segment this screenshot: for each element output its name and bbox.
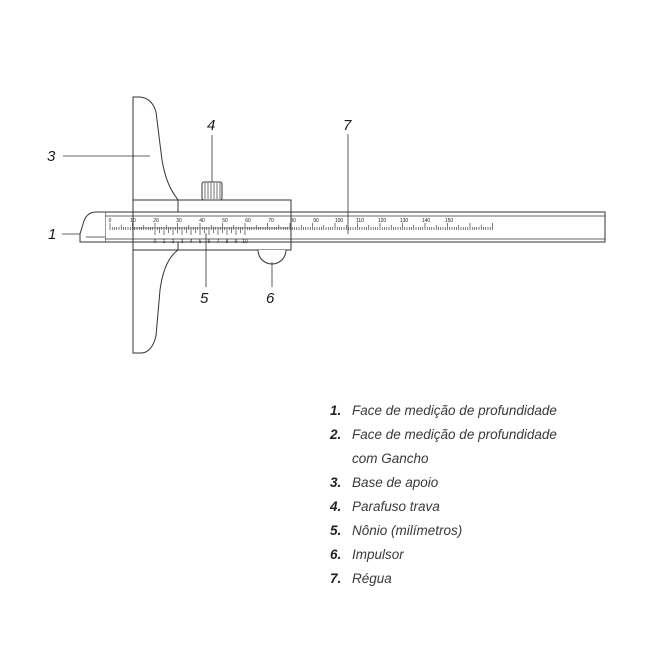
main-scale-label: 10 bbox=[130, 218, 136, 224]
vernier-label: 0 bbox=[153, 239, 157, 245]
main-scale-label: 30 bbox=[176, 218, 182, 224]
vernier-label: 8 bbox=[225, 239, 229, 245]
vernier-label: 7 bbox=[216, 239, 220, 245]
vernier-label: 1 bbox=[162, 239, 166, 245]
main-scale-label: 150 bbox=[444, 218, 454, 224]
lock-screw bbox=[202, 182, 222, 200]
main-scale-label: 60 bbox=[245, 218, 251, 224]
callout-3: 3 bbox=[47, 148, 56, 165]
legend-number: 5. bbox=[330, 523, 342, 538]
legend-item bbox=[330, 495, 630, 519]
legend-number: 6. bbox=[330, 547, 342, 562]
ruler bbox=[80, 212, 605, 242]
main-scale-label: 120 bbox=[377, 218, 387, 224]
base-lower bbox=[133, 242, 178, 353]
main-scale-label: 110 bbox=[356, 218, 364, 224]
legend-text: Impulsor bbox=[352, 547, 404, 562]
main-scale-label: 20 bbox=[153, 218, 159, 224]
main-scale-label: 40 bbox=[199, 218, 205, 224]
base-upper bbox=[133, 97, 178, 212]
legend-number: 2. bbox=[330, 427, 342, 442]
legend-item bbox=[330, 399, 630, 423]
leader-lines bbox=[62, 134, 348, 287]
callout-6: 6 bbox=[266, 290, 275, 307]
legend-text: Régua bbox=[352, 571, 392, 586]
legend-item bbox=[330, 543, 630, 567]
main-scale-label: 70 bbox=[268, 218, 274, 224]
vernier-label: 2 bbox=[171, 239, 175, 245]
legend-number: 1. bbox=[330, 403, 342, 418]
vernier-label: 6 bbox=[207, 239, 211, 245]
vernier-label: 4 bbox=[189, 239, 193, 245]
legend-number: 3. bbox=[330, 475, 342, 490]
vernier-label: 3 bbox=[180, 239, 184, 245]
legend-text: Face de medição de profundidade com Gancho bbox=[352, 427, 557, 466]
legend-item bbox=[330, 519, 630, 543]
legend-number: 7. bbox=[330, 571, 342, 586]
legend-item bbox=[330, 567, 630, 591]
pusher bbox=[258, 250, 286, 264]
vernier-label: 9 bbox=[234, 239, 238, 245]
legend-number: 4. bbox=[330, 499, 342, 514]
legend-text: Base de apoio bbox=[352, 475, 439, 490]
callout-5: 5 bbox=[200, 290, 209, 307]
vernier-label: 10 bbox=[242, 239, 248, 245]
parts-legend bbox=[330, 399, 630, 591]
main-scale-label: 80 bbox=[290, 218, 296, 224]
legend-item bbox=[330, 471, 630, 495]
main-scale-label: 90 bbox=[313, 218, 319, 224]
main-scale-label: 140 bbox=[421, 218, 431, 224]
main-scale-label: 130 bbox=[399, 218, 409, 224]
vernier-label: 5 bbox=[198, 239, 202, 245]
legend-text: Parafuso trava bbox=[352, 499, 440, 514]
legend-item bbox=[330, 423, 630, 471]
callout-4: 4 bbox=[207, 117, 216, 134]
legend-text: Face de medição de profundidade bbox=[352, 403, 557, 418]
main-scale-label: 50 bbox=[222, 218, 228, 224]
callout-1: 1 bbox=[48, 226, 57, 243]
hook-end bbox=[80, 212, 105, 242]
main-scale-label: 100 bbox=[334, 218, 344, 224]
legend-text: Nônio (milímetros) bbox=[352, 523, 463, 538]
callout-7: 7 bbox=[343, 117, 352, 134]
main-scale-label: 0 bbox=[108, 218, 112, 224]
